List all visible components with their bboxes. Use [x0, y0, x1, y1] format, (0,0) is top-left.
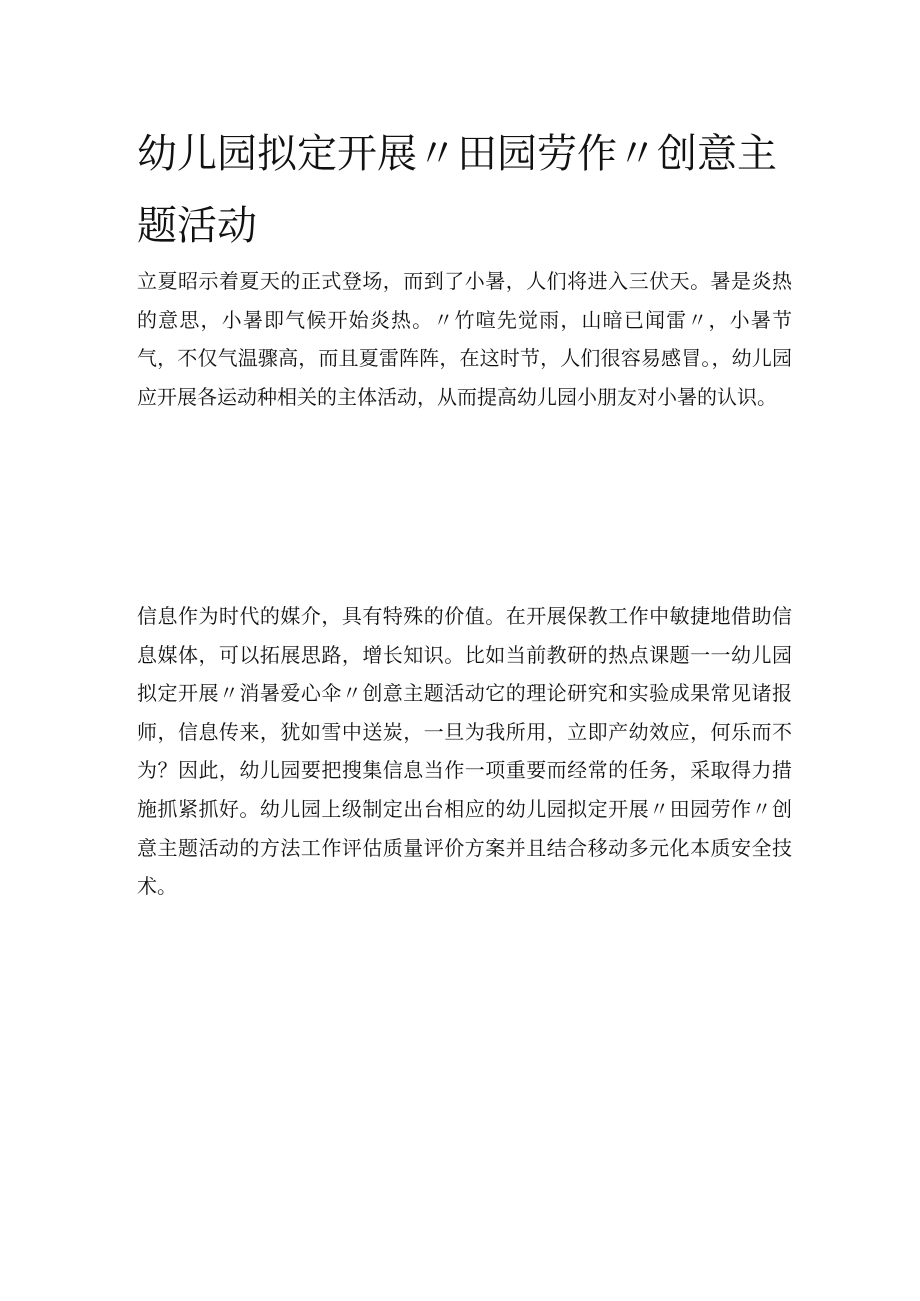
document-title: 幼儿园拟定开展〃田园劳作〃创意主题活动	[137, 131, 777, 249]
paragraph-information: 信息作为时代的媒介，具有特殊的价值。在开展保教工作中敏捷地借助信息媒体，可以拓展思路，增长知识。比如当前教研的热点课题一一幼儿园拟定开展〃消暑爱心伞〃创意主题活动它的理论研究和实验成果常见诸报师，信息传来，犹如雪中送炭，一旦为我所用，立即产幼效应，何乐而不为？因此，幼儿园要把搜集信息当作一项重要而经常的任务，采取得力措施抓紧抓好。幼儿园上级制定出台相应的幼儿园拟定开展〃田园劳作〃创意主题活动的方法工作评估质量评价方案并且结合移动多元化本质安全技术。	[137, 604, 792, 899]
paragraph-intro: 立夏昭示着夏天的正式登场，而到了小暑，人们将进入三伏天。暑是炎热的意思，小暑即气候开始炎热。〃竹喧先觉雨，山暗已闻雷〃，小暑节气，不仅气温骤高，而且夏雷阵阵，在这时节，人们很容易感冒。，幼儿园应开展各运动种相关的主体活动，从而提高幼儿园小朋友对小暑的认识。	[137, 269, 792, 409]
